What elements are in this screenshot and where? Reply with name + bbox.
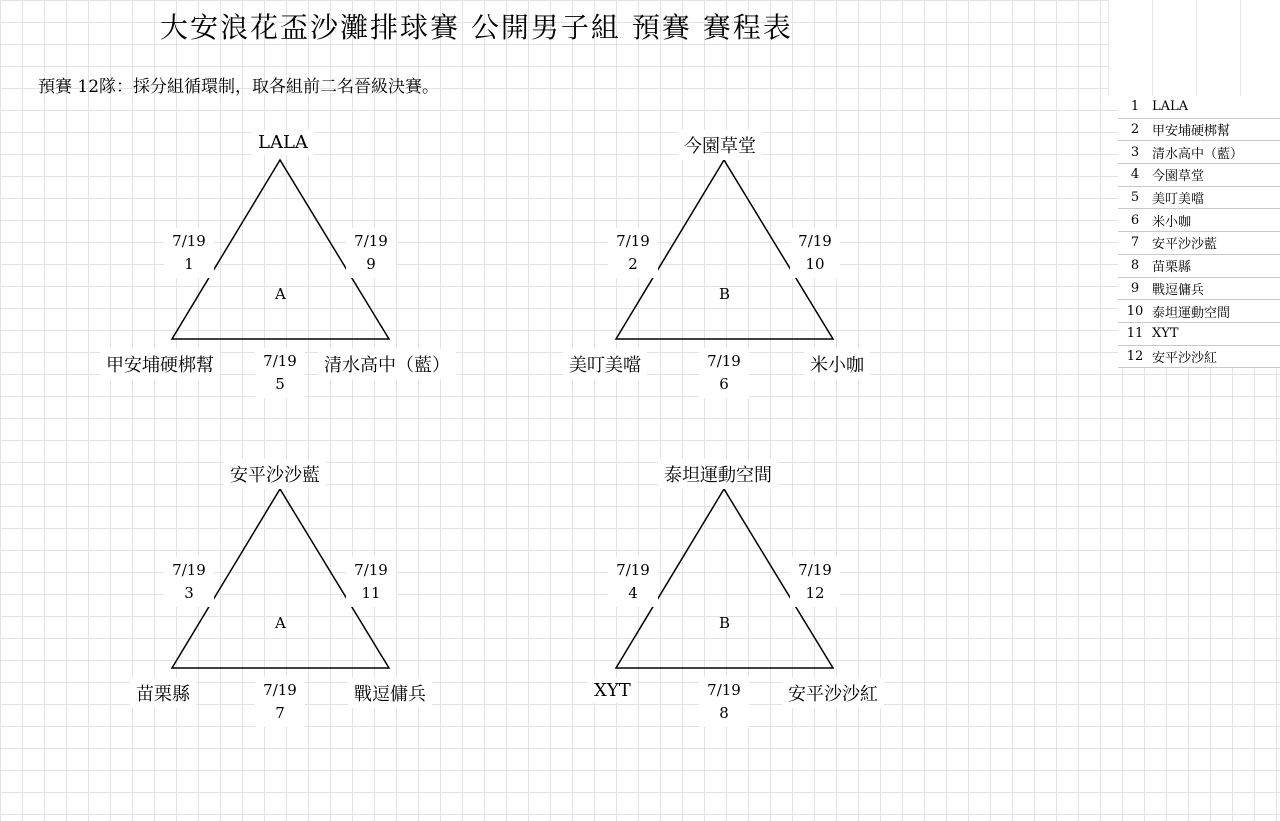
roster-number: 9: [1130, 280, 1140, 296]
roster-team-name: 美叮美噹: [1152, 192, 1205, 208]
left-team: XYT: [588, 678, 637, 703]
roster-row: [1118, 141, 1280, 164]
bottom-match: [255, 677, 305, 727]
match-date: 7/19: [354, 561, 388, 579]
left-team: 美叮美噹: [563, 349, 647, 379]
roster-row: [1118, 300, 1280, 323]
roster-number: 12: [1126, 348, 1144, 364]
match-number: 6: [719, 375, 729, 393]
match-number: 1: [184, 255, 194, 273]
match-date: 7/19: [616, 561, 650, 579]
top-team: 今園草堂: [678, 130, 762, 160]
match-date: 7/19: [172, 561, 206, 579]
roster-number: 1: [1130, 99, 1140, 115]
right-team: 戰逗傭兵: [348, 678, 432, 708]
right-team: 米小咖: [804, 349, 870, 379]
match-date: 7/19: [616, 232, 650, 250]
group-label: A: [275, 285, 286, 303]
group-label: A: [275, 614, 286, 632]
roster-row: [1118, 96, 1280, 119]
roster-team-name: 米小咖: [1152, 214, 1192, 230]
roster-team-name: 安平沙沙紅: [1152, 350, 1218, 366]
top-team: LALA: [252, 130, 314, 155]
right-blank-area: [1108, 0, 1280, 96]
roster-row: [1118, 323, 1280, 346]
roster-number: 10: [1126, 303, 1144, 319]
roster-team-name: 清水高中（藍）: [1152, 146, 1244, 162]
match-date: 7/19: [707, 352, 741, 370]
match-date: 7/19: [263, 681, 297, 699]
match-number: 4: [628, 584, 638, 602]
roster-number: 7: [1130, 235, 1140, 251]
top-team: 安平沙沙藍: [224, 459, 326, 489]
left-match: [164, 228, 214, 278]
left-match: [164, 557, 214, 607]
match-number: 5: [275, 375, 285, 393]
roster-number: 6: [1130, 212, 1140, 228]
match-number: 7: [275, 704, 285, 722]
roster-row: [1118, 278, 1280, 301]
match-number: 9: [366, 255, 376, 273]
roster-team-name: 戰逗傭兵: [1152, 282, 1205, 298]
roster-number: 4: [1130, 167, 1140, 183]
match-date: 7/19: [354, 232, 388, 250]
left-team: 甲安埔硬梆幫: [100, 349, 220, 379]
group-label: B: [719, 614, 731, 632]
team-roster: [1118, 96, 1280, 368]
roster-team-name: 安平沙沙藍: [1152, 237, 1218, 253]
roster-row: [1118, 255, 1280, 278]
roster-number: 8: [1130, 258, 1140, 274]
match-number: 8: [719, 704, 729, 722]
match-number: 2: [628, 255, 638, 273]
roster-team-name: 泰坦運動空間: [1152, 305, 1231, 321]
right-match: [790, 228, 840, 278]
match-date: 7/19: [172, 232, 206, 250]
match-number: 3: [184, 584, 194, 602]
left-match: [608, 557, 658, 607]
bottom-match: [699, 348, 749, 398]
format-note: 預賽 12隊：採分組循環制，取各組前二名晉級決賽。: [38, 77, 440, 97]
match-date: 7/19: [798, 232, 832, 250]
bottom-match: [699, 677, 749, 727]
roster-number: 3: [1130, 144, 1140, 160]
left-team: 苗栗縣: [130, 678, 196, 708]
roster-row: [1118, 209, 1280, 232]
roster-team-name: XYT: [1152, 326, 1179, 342]
roster-team-name: LALA: [1152, 99, 1189, 115]
roster-team-name: 甲安埔硬梆幫: [1152, 124, 1231, 140]
right-match: [346, 228, 396, 278]
roster-number: 2: [1130, 122, 1140, 138]
match-date: 7/19: [798, 561, 832, 579]
roster-row: [1118, 164, 1280, 187]
match-number: 12: [805, 584, 825, 602]
page-title: 大安浪花盃沙灘排球賽 公開男子組 預賽 賽程表: [160, 11, 793, 44]
match-date: 7/19: [263, 352, 297, 370]
right-team: 安平沙沙紅: [782, 678, 884, 708]
roster-row: [1118, 119, 1280, 142]
group-label: B: [719, 285, 731, 303]
match-number: 10: [805, 255, 825, 273]
bottom-match: [255, 348, 305, 398]
match-number: 11: [361, 584, 381, 602]
roster-row: [1118, 232, 1280, 255]
top-team: 泰坦運動空間: [658, 459, 778, 489]
roster-row: [1118, 187, 1280, 210]
right-team: 清水高中（藍）: [318, 349, 456, 379]
roster-number: 11: [1126, 326, 1144, 342]
roster-row: [1118, 346, 1280, 369]
roster-team-name: 今園草堂: [1152, 169, 1205, 185]
right-match: [346, 557, 396, 607]
right-match: [790, 557, 840, 607]
match-date: 7/19: [707, 681, 741, 699]
roster-number: 5: [1130, 190, 1140, 206]
left-match: [608, 228, 658, 278]
roster-team-name: 苗栗縣: [1152, 260, 1192, 276]
